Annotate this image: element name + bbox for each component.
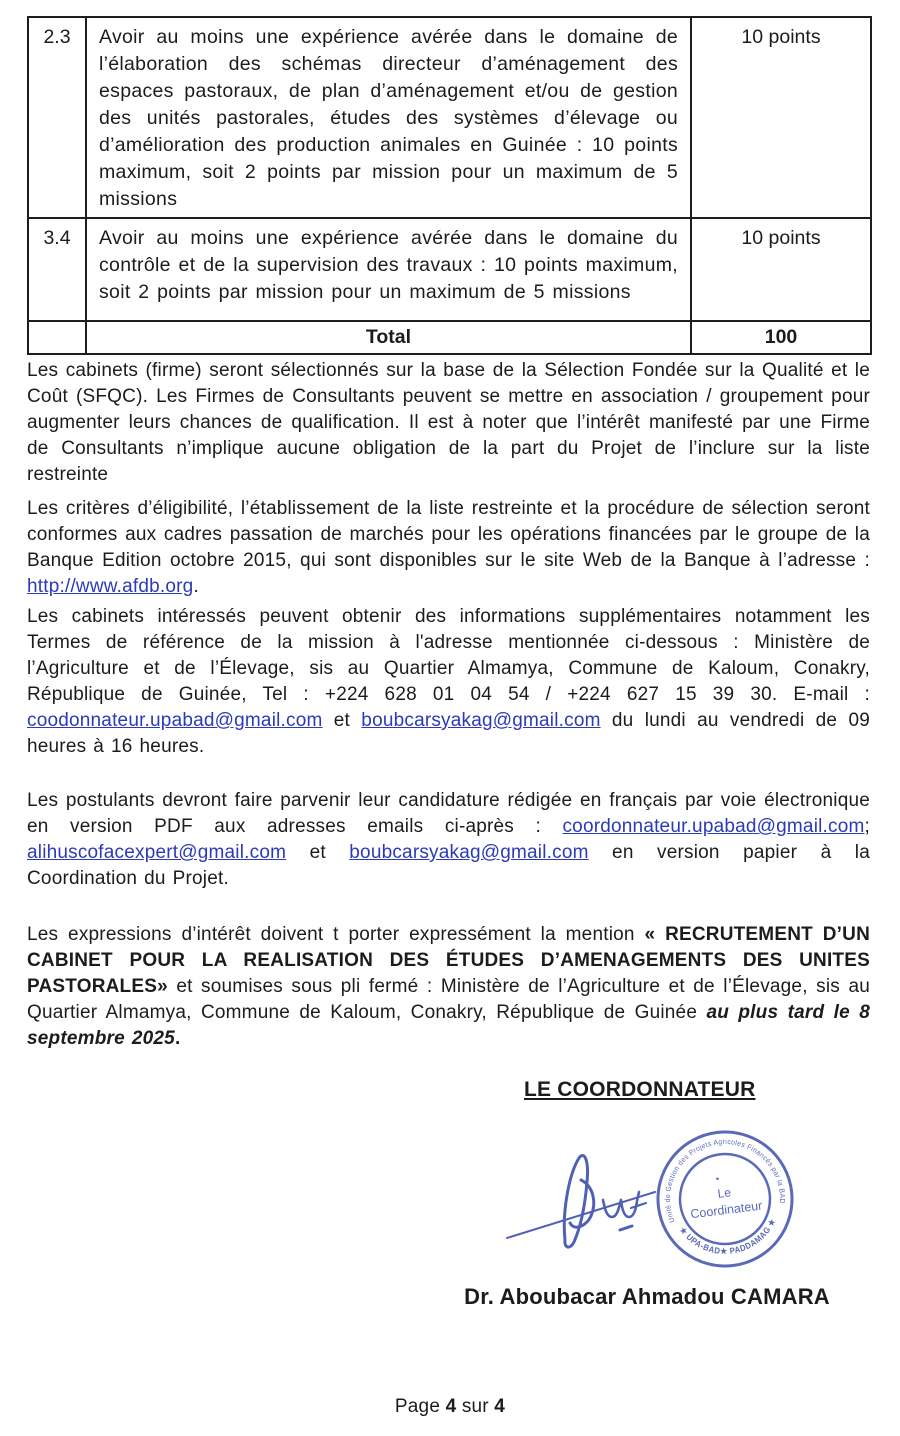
page-number: 4 (445, 1396, 457, 1417)
evaluation-table (27, 16, 872, 355)
paragraph-text: Les postulants devront faire parvenir leur candidature rédigée en français par voie électronique en version PDF aux adresses emails ci-après : (27, 790, 870, 837)
paragraph-eligibility (27, 496, 870, 600)
paragraph-submission (27, 788, 870, 892)
paragraph-mention (27, 922, 870, 1052)
email-link-boubcarsyakag-2[interactable]: boubcarsyakag@gmail.com (349, 842, 589, 863)
paragraph-text: et (322, 710, 362, 731)
table-row (28, 17, 871, 218)
stamp-center-line2: Coordinateur (689, 1198, 764, 1222)
deadline-text: au plus tard le 8 septembre 2025 (27, 1002, 870, 1049)
paragraph-text: et soumises sous pli fermé : Ministère de l’Agriculture et de l’Élevage, sis au Quartier Almamya, Commune de Kaloum, Conakry, République de Guinée (27, 976, 870, 1023)
paragraph-text: et (286, 842, 350, 863)
paragraph-text: Les expressions d’intérêt doivent t porter expressément la mention (27, 924, 645, 945)
afdb-website-link[interactable]: http://www.afdb.org (27, 576, 194, 597)
stamp-arc-bottom-text: ★ UPA-BAD★ PADDAMAG ★ (677, 1216, 778, 1257)
stamp-arc-top-text: Unité de Gestion des Projets Agricoles Financés par la BAD (662, 1137, 788, 1225)
paragraph-text: Les cabinets (firme) seront sélectionnés sur la base de la Sélection Fondée sur la Qualité et le Coût (SFQC). Les Firmes de Consultants peuvent se mettre en association / groupement pour augmenter leurs chances de qualification. Il est à noter que l’intérêt manifesté par une Firme de Consultants n’implique aucune obligation de la part du Projet de l’inclure sur la liste restreinte (27, 360, 870, 485)
total-label: Total (86, 321, 691, 354)
email-link-boubcarsyakag[interactable]: boubcarsyakag@gmail.com (361, 710, 601, 731)
paragraph-text: . (193, 576, 199, 597)
criterion-number: 3.4 (28, 218, 86, 321)
paragraph-text: du lundi au vendredi de 09 heures à 16 heures. (27, 710, 870, 757)
paragraph-text: Les critères d’éligibilité, l’établissement de la liste restreinte et la procédure de sélection seront conformes aux cadres passation de marchés pour les opérations financées par le groupe de la Banque Edition octobre 2015, qui sont disponibles sur le site Web de la Banque à l’adresse : (27, 498, 870, 571)
criterion-description: Avoir au moins une expérience avérée dans le domaine du contrôle et de la supervision des travaux : 10 points maximum, soit 2 points par mission pour un maximum de 5 missions (86, 218, 691, 321)
coordinator-name: Dr. Aboubacar Ahmadou CAMARA (464, 1284, 830, 1309)
paragraph-information (27, 604, 870, 760)
email-link-coodonnateur[interactable]: coodonnateur.upabad@gmail.com (27, 710, 323, 731)
evaluation-table-wrapper (27, 16, 870, 355)
paragraph-text: ; (864, 816, 870, 837)
email-link-alihuscofacexpert[interactable]: alihuscofacexpert@gmail.com (27, 842, 287, 863)
paragraph-text: Les cabinets intéressés peuvent obtenir des informations supplémentaires notamment les Termes de référence de la mission à l'adresse mentionnée ci-dessous : Ministère de l’Agriculture et de l’Élevage, sis au Quartier Almamya, Commune de Kaloum, Conakry, République de Guinée, Tel : +224 628 01 04 54 / +224 627 15 39 30. E-mail : (27, 606, 870, 705)
page-total: 4 (494, 1396, 506, 1417)
table-total-row (28, 321, 871, 354)
signature-ink (503, 1150, 673, 1255)
paragraph-text: en version papier à la Coordination du Projet. (27, 842, 870, 889)
paragraph-selection-method (27, 358, 870, 488)
criterion-points: 10 points (691, 218, 871, 321)
criterion-number: 2.3 (28, 17, 86, 218)
coordinator-stamp-icon (650, 1124, 800, 1274)
stamp-center-line1: Le (716, 1185, 732, 1201)
mention-bold-text: « RECRUTEMENT D’UN CABINET POUR LA REALISATION DES ÉTUDES D’AMENAGEMENTS DES UNITES PASTORALES» (27, 924, 870, 997)
paragraph-text: . (174, 1028, 181, 1049)
table-row (28, 218, 871, 321)
criterion-description: Avoir au moins une expérience avérée dans le domaine de l’élaboration des schémas directeur d’aménagement des espaces pastoraux, de plan d’aménagement et/ou de gestion des unités pastorales, études des systèmes d’élevage ou d’amélioration des production animales en Guinée : 10 points maximum, soit 2 points par mission pour un maximum de 5 missions (86, 17, 691, 218)
coordinator-heading: LE COORDONNATEUR (524, 1078, 756, 1101)
total-value: 100 (691, 321, 871, 354)
empty-cell (28, 321, 86, 354)
footer-text: Page (394, 1396, 446, 1417)
page-footer (0, 1396, 900, 1418)
email-link-coordonnateur[interactable]: coordonnateur.upabad@gmail.com (562, 816, 865, 837)
criterion-points: 10 points (691, 17, 871, 218)
footer-text: sur (456, 1396, 495, 1417)
